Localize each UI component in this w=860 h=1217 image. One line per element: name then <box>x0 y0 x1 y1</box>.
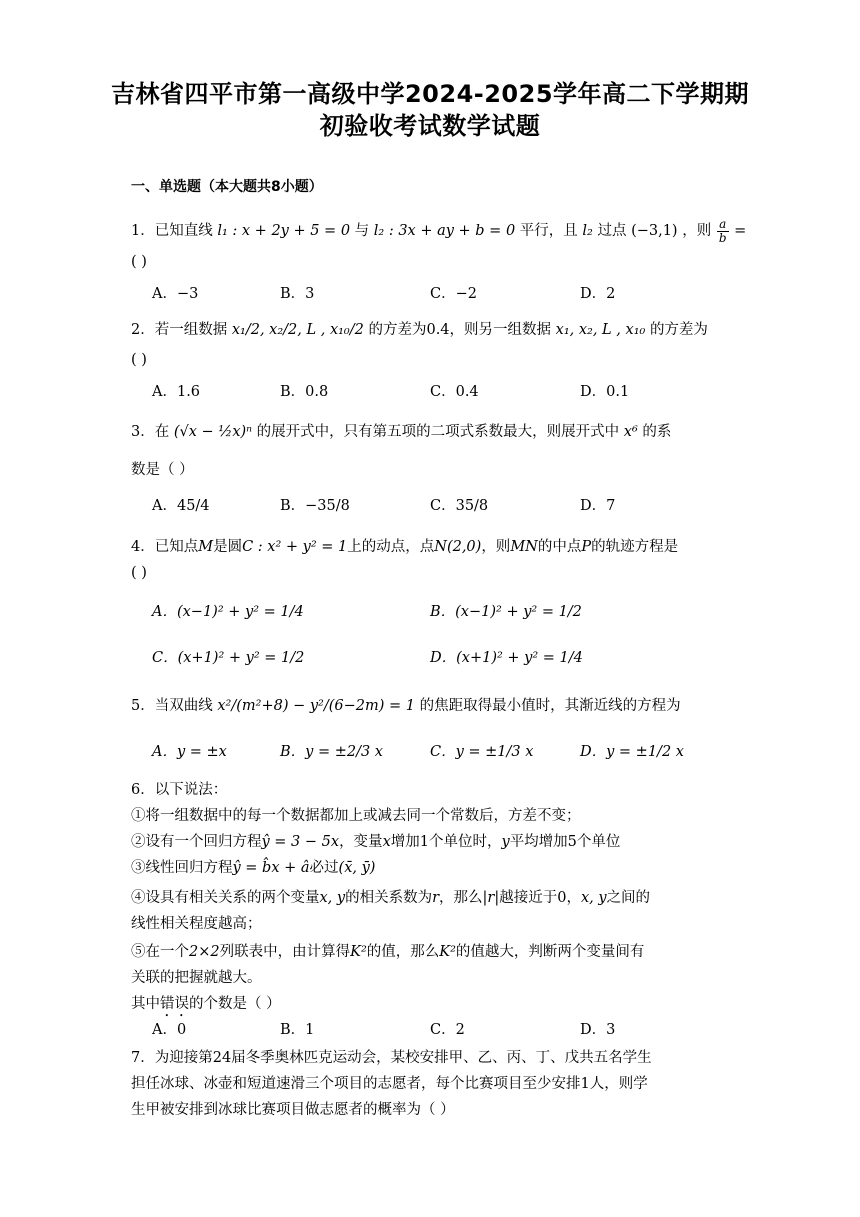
question-2: 2．若一组数据 x₁/2, x₂/2, L , x₁₀/2 的方差为0.4，则另一组数据 x₁, x₂, L , x₁₀ 的方差为 <box>131 322 708 338</box>
q4-option-b: B．(x−1)² + y² = 1/2 <box>430 604 582 620</box>
question-7-line1: 7．为迎接第24届冬季奥林匹克运动会，某校安排甲、乙、丙、丁、戊共五名学生 <box>131 1050 652 1066</box>
q6-statement-2: ②设有一个回归方程ŷ = 3 − 5x，变量x增加1个单位时，y平均增加5个单位 <box>131 834 621 850</box>
section-heading: 一、单选题（本大题共8小题） <box>131 179 323 195</box>
q1-option-d: D．2 <box>580 286 616 302</box>
q2-option-d: D．0.1 <box>580 384 630 400</box>
q5-option-d: D．y = ±1/2 x <box>580 744 684 760</box>
question-3-line2: 数是（ ） <box>131 462 194 478</box>
q4-option-a: A．(x−1)² + y² = 1/4 <box>152 604 304 620</box>
q6-statement-1: ①将一组数据中的每一个数据都加上或减去同一个常数后，方差不变； <box>131 808 581 824</box>
q2-option-c: C．0.4 <box>430 384 479 400</box>
question-1-paren: ( ) <box>131 254 147 270</box>
q6-statement-5-line2: 关联的把握就越大。 <box>131 970 262 986</box>
question-4: 4．已知点M是圆C : x² + y² = 1上的动点，点N(2,0)，则MN的中点P的轨迹方程是 <box>131 539 679 555</box>
q5-option-b: B．y = ±2/3 x <box>280 744 383 760</box>
q6-statement-3: ③线性回归方程ŷ = b̂x + â必过(x̄, ȳ) <box>131 860 376 876</box>
question-1: 1．已知直线 l₁ : x + 2y + 5 = 0 与 l₂ : 3x + ay + b = 0 平行，且 l₂ 过点 (−3,1) ，则 $\frac{a}{b}$ = <box>131 217 747 245</box>
q6-ask: 其中错误的个数是（ ） <box>131 996 281 1012</box>
q4-option-d: D．(x+1)² + y² = 1/4 <box>430 650 583 666</box>
q2-option-a: A．1.6 <box>152 384 201 400</box>
q6-statement-5: ⑤在一个2×2列联表中，由计算得K²的值，那么K²的值越大，判断两个变量间有 <box>131 944 645 960</box>
question-6: 6．以下说法： <box>131 782 228 798</box>
q1-option-c: C．−2 <box>430 286 477 302</box>
q6-option-b: B．1 <box>280 1022 315 1038</box>
q2-option-b: B．0.8 <box>280 384 329 400</box>
question-4-paren: ( ) <box>131 565 147 581</box>
q6-statement-4: ④设具有相关关系的两个变量x, y的相关系数为r，那么|r|越接近于0，x, y之间的 <box>131 890 651 906</box>
q1-option-b: B．3 <box>280 286 315 302</box>
q3-option-b: B．−35/8 <box>280 498 350 514</box>
q3-option-c: C．35/8 <box>430 498 489 514</box>
q3-option-d: D．7 <box>580 498 616 514</box>
fraction-a-over-b: $\frac{a}{b}$ <box>718 217 727 245</box>
q5-option-c: C．y = ±1/3 x <box>430 744 534 760</box>
question-2-paren: ( ) <box>131 352 147 368</box>
page-title-line1: 吉林省四平市第一高级中学2024-2025学年高二下学期期 <box>110 80 750 108</box>
q6-statement-4-line2: 线性相关程度越高； <box>131 916 262 932</box>
q5-option-a: A．y = ±x <box>152 744 227 760</box>
question-5: 5．当双曲线 x²/(m²+8) − y²/(6−2m) = 1 的焦距取得最小值时，其渐近线的方程为 <box>131 698 681 714</box>
question-3: 3．在 (√x − ½x)ⁿ 的展开式中，只有第五项的二项式系数最大，则展开式中 x⁶ 的系 <box>131 424 672 440</box>
q6-option-a: A．0 <box>152 1022 187 1038</box>
q1-option-a: A．−3 <box>152 286 199 302</box>
q4-option-c: C．(x+1)² + y² = 1/2 <box>152 650 305 666</box>
q6-option-c: C．2 <box>430 1022 465 1038</box>
q6-option-d: D．3 <box>580 1022 616 1038</box>
q3-option-a: A．45/4 <box>152 498 210 514</box>
question-7-line2: 担任冰球、冰壶和短道速滑三个项目的志愿者，每个比赛项目至少安排1人，则学 <box>131 1076 648 1092</box>
question-7-line3: 生甲被安排到冰球比赛项目做志愿者的概率为（ ） <box>131 1102 455 1118</box>
page-title-line2: 初验收考试数学试题 <box>319 112 541 140</box>
